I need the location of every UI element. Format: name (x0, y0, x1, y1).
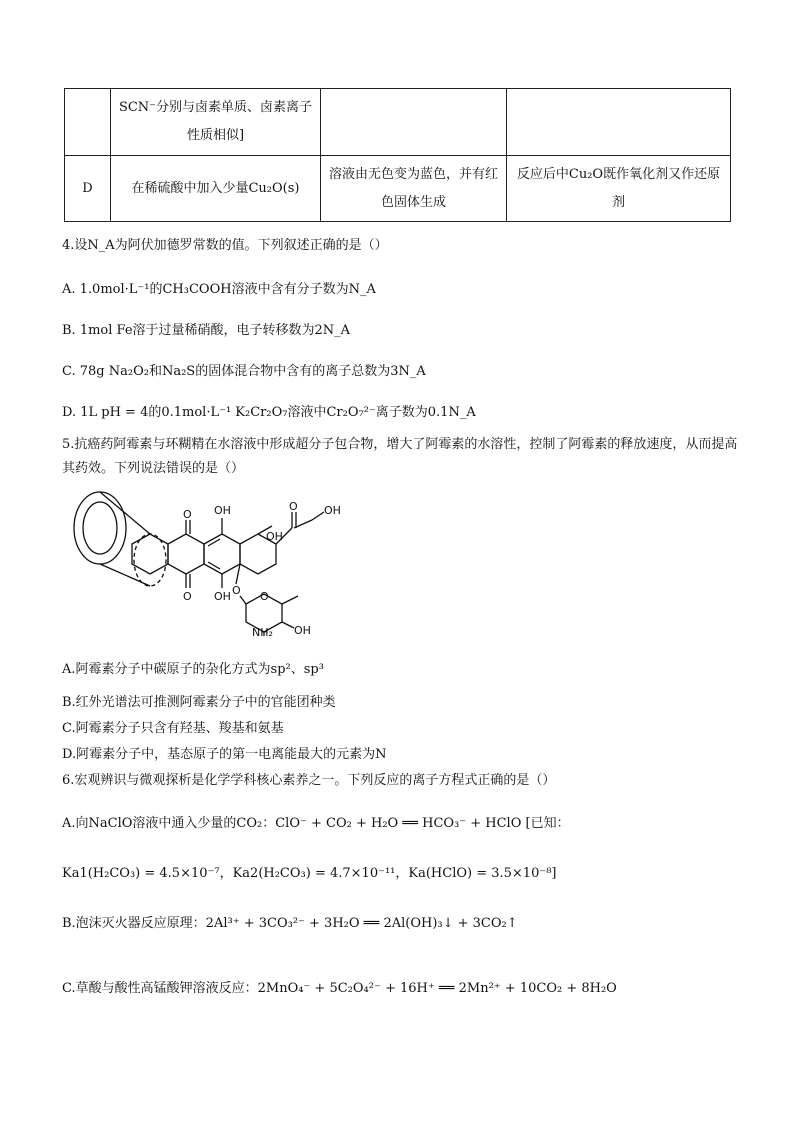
q4-option-a[interactable]: A. 1.0mol·L⁻¹的CH₃COOH溶液中含有分子数为N_A (62, 282, 376, 297)
label-o: O (260, 590, 269, 603)
q6-option-c[interactable]: C.草酸与酸性高锰酸钾溶液反应：2MnO₄⁻ + 5C₂O₄²⁻ + 16H⁺ ══ 2Mn²⁺ + 10CO₂ + 8H₂O (62, 981, 617, 996)
answer-table (64, 88, 731, 222)
cyclodextrin-rim-inner (83, 502, 117, 554)
label-oh: OH (294, 624, 311, 637)
q5-option-a[interactable]: A.阿霉素分子中碳原子的杂化方式为sp²、sp³ (62, 662, 324, 677)
label-o: O (183, 508, 192, 521)
q5-stem: 5.抗癌药阿霉素与环糊精在水溶液中形成超分子包合物，增大了阿霉素的水溶性，控制了阿霉素的释放速度，从而提高其药效。下列说法错误的是（） (62, 437, 738, 476)
label-nh2: NH₂ (252, 626, 273, 638)
doxorubicin-cyclodextrin-structure (62, 488, 362, 638)
q4-option-d[interactable]: D. 1L pH = 4的0.1mol·L⁻¹ K₂Cr₂O₇溶液中Cr₂O₇²⁻离子数为0.1N_A (62, 405, 476, 420)
q6-stem: 6.宏观辨识与微观探析是化学学科核心素养之一。下列反应的离子方程式正确的是（） (62, 773, 556, 788)
q4-stem: 4.设N_A为阿伏加德罗常数的值。下列叙述正确的是（） (62, 238, 388, 253)
q6-option-a-constants: Ka1(H₂CO₃) = 4.5×10⁻⁷，Ka2(H₂CO₃) = 4.7×10⁻¹¹，Ka(HClO) = 3.5×10⁻⁸] (62, 866, 557, 881)
label-oh: OH (266, 530, 283, 543)
label-oh: OH (214, 504, 231, 517)
q6-option-a[interactable]: A.向NaClO溶液中通入少量的CO₂：ClO⁻ + CO₂ + H₂O ══ HCO₃⁻ + HClO [已知： (62, 816, 570, 831)
cyclodextrin-rim-outer (74, 492, 126, 564)
label-o: O (183, 590, 192, 603)
label-o: O (232, 584, 241, 597)
q6-option-b[interactable]: B.泡沫灭火器反应原理：2Al³⁺ + 3CO₃²⁻ + 3H₂O ══ 2Al(OH)₃↓ + 3CO₂↑ (62, 916, 518, 931)
table-row (65, 156, 731, 222)
table-cell: 在稀硫酸中加入少量Cu₂O(s) (111, 156, 321, 222)
q5-option-b[interactable]: B.红外光谱法可推测阿霉素分子中的官能团种类 (62, 695, 336, 710)
label-o: O (289, 500, 298, 513)
q4-option-c[interactable]: C. 78g Na₂O₂和Na₂S的固体混合物中含有的离子总数为3N_A (62, 364, 426, 379)
table-cell (321, 89, 507, 156)
label-oh: OH (214, 590, 231, 603)
table-cell-label (65, 89, 111, 156)
table-cell: 反应后中Cu₂O既作氧化剂又作还原剂 (507, 156, 731, 222)
label-oh: OH (324, 504, 341, 517)
q5-option-c[interactable]: C.阿霉素分子只含有羟基、羧基和氨基 (62, 721, 284, 736)
q4-option-b[interactable]: B. 1mol Fe溶于过量稀硝酸，电子转移数为2N_A (62, 323, 351, 338)
table-cell: SCN⁻分别与卤素单质、卤素离子性质相似] (111, 89, 321, 156)
table-row (65, 89, 731, 156)
cyclodextrin-rim-far (134, 534, 166, 586)
q5-option-d[interactable]: D.阿霉素分子中，基态原子的第一电离能最大的元素为N (62, 747, 387, 762)
table-cell-label: D (65, 156, 111, 222)
table-cell: 溶液由无色变为蓝色，并有红色固体生成 (321, 156, 507, 222)
table-cell (507, 89, 731, 156)
